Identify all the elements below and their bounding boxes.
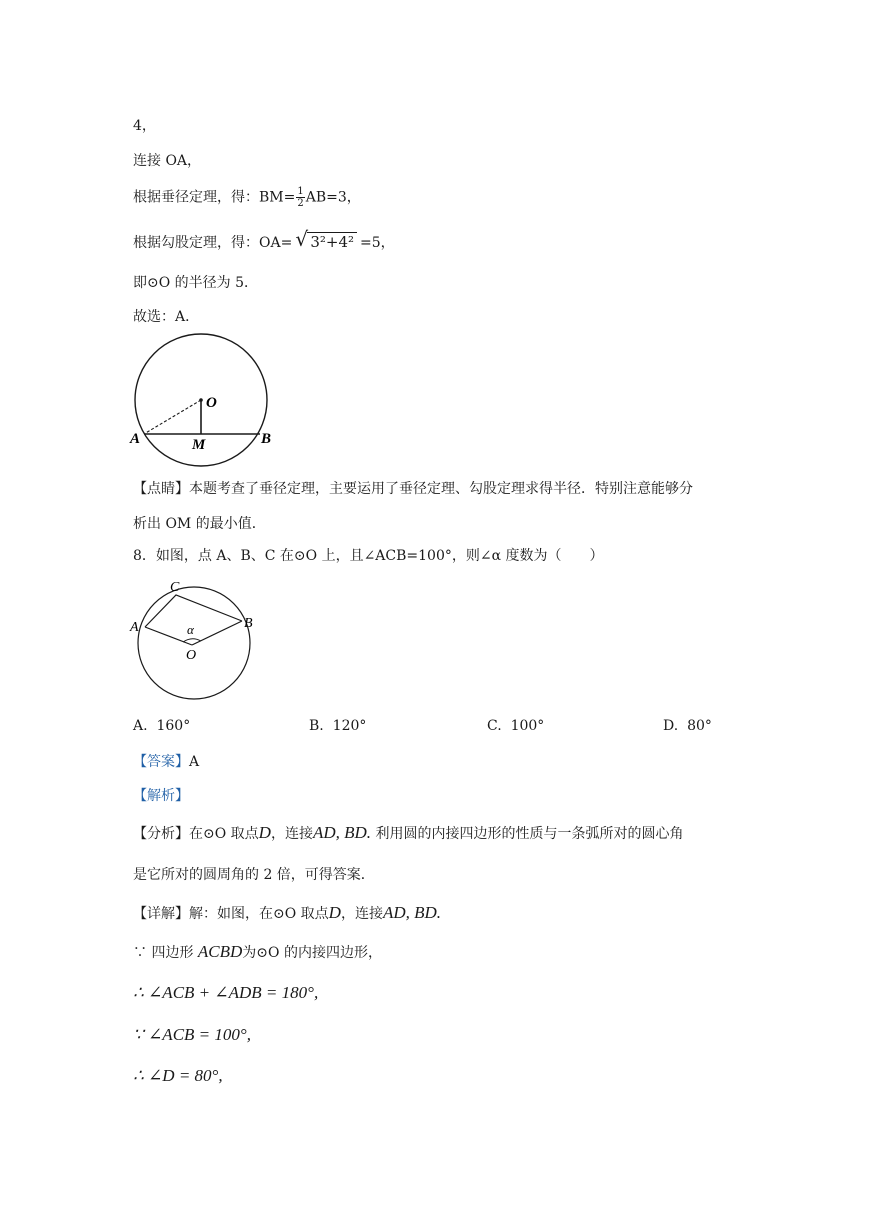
segment-oa-dashed <box>144 400 201 434</box>
math-point: D <box>328 903 341 922</box>
circle-outline <box>138 587 250 699</box>
comment-text: 本题考查了垂径定理，主要运用了垂径定理、勾股定理求得半径．特别注意能够分 <box>189 481 693 497</box>
option-c <box>487 718 544 734</box>
fraction <box>296 186 304 209</box>
text-line <box>133 227 395 252</box>
math-point: D <box>258 823 271 842</box>
label-b: B <box>244 616 253 631</box>
analysis-tag: 【解析】 <box>133 788 189 804</box>
text-segment: 在⊙O 取点 <box>189 826 259 842</box>
option-value: 120° <box>332 718 367 734</box>
comment-line <box>133 478 693 498</box>
label-a: A <box>130 431 141 447</box>
figure-circle-chord <box>130 330 280 475</box>
comment-line: 析出 OM 的最小值． <box>133 516 266 532</box>
detail-line <box>133 903 441 923</box>
text-segment: AB=3， <box>305 189 361 206</box>
square-root <box>295 227 357 251</box>
fraction-denominator: 2 <box>297 198 304 209</box>
label-a: A <box>130 620 139 635</box>
answer-line <box>133 751 199 771</box>
question-text: 8．如图，点 A、B、C 在⊙O 上，且∠ACB=100°，则∠α 度数为（ ） <box>133 548 604 564</box>
text-line: 即⊙O 的半径为 5． <box>133 275 259 291</box>
math-segments: AD, BD. <box>312 823 372 842</box>
text-segment: ∵ 四边形 <box>133 945 194 961</box>
option-value: 80° <box>687 718 712 734</box>
radicand: 3²+4² <box>307 232 357 251</box>
radical-sign: √ <box>295 227 309 251</box>
math-segments: AD, BD. <box>382 903 442 922</box>
text-segment: 解：如图，在⊙O 取点 <box>189 906 329 922</box>
text-segment: 根据垂径定理，得：BM= <box>133 189 296 206</box>
step-line <box>133 942 382 962</box>
center-point <box>199 398 203 402</box>
text-line: 故选：A． <box>133 309 200 325</box>
text-line: 4， <box>133 118 156 134</box>
comment-tag: 【点睛】 <box>133 481 189 497</box>
figure-inscribed-angle <box>128 575 263 705</box>
math-quadrilateral: ACBD <box>197 942 243 961</box>
answer-value: A <box>189 754 200 770</box>
analysis-line <box>133 785 189 805</box>
text-segment: ，连接 <box>340 906 383 922</box>
text-segment: 根据勾股定理，得：OA= <box>133 235 293 251</box>
label-alpha: α <box>187 622 194 637</box>
text-segment: =5， <box>360 235 395 251</box>
step-line: ∴ ∠D = 80°, <box>133 1066 223 1085</box>
option-letter: B. <box>309 718 324 734</box>
option-value: 160° <box>156 718 191 734</box>
text-line: 连接 OA， <box>133 153 202 169</box>
radius-ob <box>192 621 242 645</box>
label-m: M <box>192 437 206 453</box>
option-letter: D. <box>663 718 679 734</box>
option-letter: A. <box>133 718 148 734</box>
fenxi-tag: 【分析】 <box>133 826 189 842</box>
fenxi-line: 是它所对的圆周角的 2 倍，可得答案． <box>133 867 375 883</box>
step-line: ∵ ∠ACB = 100°, <box>133 1025 251 1044</box>
option-value: 100° <box>510 718 545 734</box>
text-segment: 利用圆的内接四边形的性质与一条弧所对的圆心角 <box>371 826 684 842</box>
radius-oa <box>145 627 192 645</box>
step-line: ∴ ∠ACB + ∠ADB = 180°, <box>133 983 319 1002</box>
text-segment: ，连接 <box>270 826 313 842</box>
fenxi-line <box>133 823 683 843</box>
fraction-numerator: 1 <box>297 186 304 197</box>
label-c: C <box>170 580 180 595</box>
option-b <box>309 718 366 734</box>
label-o: O <box>186 648 197 663</box>
option-letter: C. <box>487 718 502 734</box>
label-b: B <box>261 431 272 447</box>
text-line <box>133 186 361 209</box>
detail-tag: 【详解】 <box>133 906 189 922</box>
option-d <box>663 718 712 734</box>
text-segment: 为⊙O 的内接四边形， <box>242 945 382 961</box>
label-o: O <box>206 395 217 411</box>
option-a <box>133 718 190 734</box>
answer-tag: 【答案】 <box>133 754 189 770</box>
